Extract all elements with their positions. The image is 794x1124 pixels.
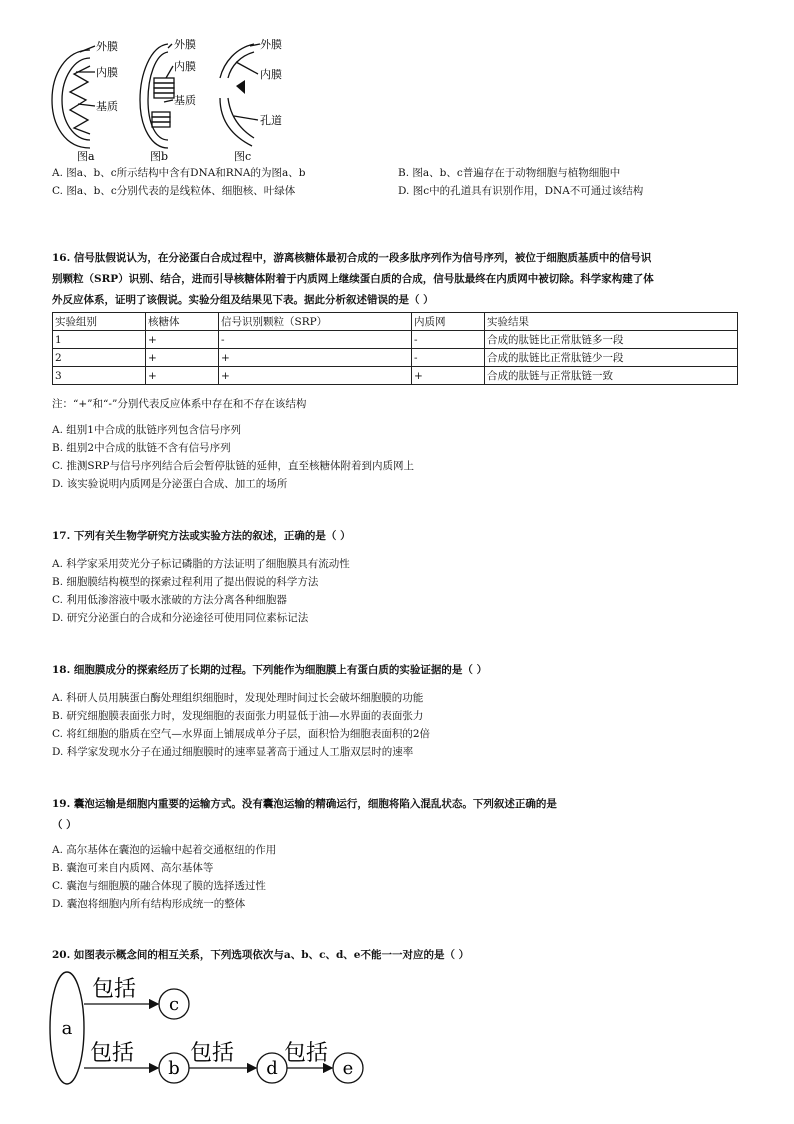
table-cell: 合成的肽链与正常肽链一致 [485,367,738,385]
q18-stem: 18. 细胞膜成分的探索经历了长期的过程。下列能作为细胞膜上有蛋白质的实验证据的是（ ） [52,664,488,676]
q19-option-d: D. 囊泡将细胞内所有结构形成统一的整体 [52,898,246,910]
q18-option-b: B. 研究细胞膜表面张力时，发现细胞的表面张力明显低于油—水界面的表面张力 [52,710,424,722]
table-cell: 1 [53,331,146,349]
q15-option-c: C. 图a、b、c分别代表的是线粒体、细胞核、叶绿体 [52,185,296,197]
fig-a-label-outer: 外膜 [96,40,118,53]
q17-option-a: A. 科学家采用荧光分子标记磷脂的方法证明了细胞膜具有流动性 [52,558,350,570]
q17-option-b: B. 细胞膜结构模型的探索过程利用了提出假说的科学方法 [52,576,319,588]
table-header-cell: 内质网 [412,313,485,331]
fig-c-label-outer: 外膜 [260,38,282,51]
q15-option-d: D. 图c中的孔道具有识别作用，DNA不可通过该结构 [398,185,644,197]
q16-stem-line-2: 别颗粒（SRP）识别、结合，进而引导核糖体附着于内质网上继续蛋白质的合成，信号肽最终在内质网中被切除。科学家构建了体 [52,273,654,285]
table-cell: 2 [53,349,146,367]
fig-b-label-inner: 内膜 [174,60,196,73]
q16-table-note: 注：“+”和“-”分别代表反应体系中存在和不存在该结构 [52,398,307,410]
table-cell: + [219,349,412,367]
table-cell: 合成的肽链比正常肽链少一段 [485,349,738,367]
table-cell: + [146,349,219,367]
q18-option-a: A. 科研人员用胰蛋白酶处理组织细胞时，发现处理时间过长会破坏细胞膜的功能 [52,692,424,704]
edge-a-c-label: 包括 [92,977,137,1002]
q15-option-a: A. 图a、b、c所示结构中含有DNA和RNA的为图a、b [52,167,306,179]
fig-a-label-matrix: 基质 [96,100,118,113]
q18-option-d: D. 科学家发现水分子在通过细胞膜时的速率显著高于通过人工脂双层时的速率 [52,746,414,758]
figure-b-chloroplast [140,44,174,148]
q19-stem-line-1: 19. 囊泡运输是细胞内重要的运输方式。没有囊泡运输的精确运行，细胞将陷入混乱状态。下列叙述正确的是 [52,798,557,810]
table-cell: - [219,331,412,349]
fig-a-label-inner: 内膜 [96,66,118,79]
node-e-label: e [342,1058,354,1079]
node-a-label: a [61,1018,73,1039]
fig-c-label-inner: 内膜 [260,68,282,81]
q16-experiment-table [52,312,738,385]
q20-stem: 20. 如图表示概念间的相互关系，下列选项依次与a、b、c、d、e不能一一对应的是（ ） [52,949,470,961]
q19-option-a: A. 高尔基体在囊泡的运输中起着交通枢纽的作用 [52,844,277,856]
organelle-figure [40,30,290,165]
figure-a-mitochondrion [52,46,95,148]
fig-c-label-pore: 孔道 [260,114,282,127]
q19-stem-line-2: （ ） [52,819,77,831]
q15-option-b: B. 图a、b、c普遍存在于动物细胞与植物细胞中 [398,167,621,179]
concept-diagram [40,968,380,1088]
table-row [53,331,738,349]
q19-stem [52,794,557,836]
fig-b-label-matrix: 基质 [174,94,196,107]
table-cell: 合成的肽链比正常肽链多一段 [485,331,738,349]
fig-c-caption: 图c [234,150,252,163]
edge-b-d-label: 包括 [190,1041,235,1066]
q16-stem-line-3: 外反应体系，证明了该假说。实验分组及结果见下表。据此分析叙述错误的是（ ） [52,294,434,306]
table-cell: + [146,331,219,349]
table-cell: + [146,367,219,385]
q16-option-c: C. 推测SRP与信号序列结合后会暂停肽链的延伸，直至核糖体附着到内质网上 [52,460,414,472]
fig-a-caption: 图a [77,150,95,163]
edge-d-e-label: 包括 [284,1041,329,1066]
fig-b-caption: 图b [150,150,169,163]
edge-a-b-label: 包括 [90,1041,135,1066]
q16-option-a: A. 组别1中合成的肽链序列包含信号序列 [52,424,241,436]
table-row [53,367,738,385]
node-c-label: c [168,994,180,1015]
table-header-cell: 信号识别颗粒（SRP） [219,313,412,331]
nuclear-pore-icon [236,80,245,94]
q16-stem-line-1: 16. 信号肽假说认为，在分泌蛋白合成过程中，游离核糖体最初合成的一段多肽序列作为信号序列，被位于细胞质基质中的信号识 [52,252,652,264]
table-header-cell: 实验组别 [53,313,146,331]
table-header-cell: 实验结果 [485,313,738,331]
q17-option-d: D. 研究分泌蛋白的合成和分泌途径可使用同位素标记法 [52,612,309,624]
table-header-cell: 核糖体 [146,313,219,331]
q18-option-c: C. 将红细胞的脂质在空气—水界面上铺展成单分子层，面积恰为细胞表面积的2倍 [52,728,431,740]
node-b-label: b [168,1058,180,1079]
table-row [53,349,738,367]
q17-option-c: C. 利用低渗溶液中吸水涨破的方法分离各种细胞器 [52,594,287,606]
q16-option-d: D. 该实验说明内质网是分泌蛋白合成、加工的场所 [52,478,288,490]
table-cell: 3 [53,367,146,385]
table-cell: - [412,349,485,367]
table-cell: + [412,367,485,385]
q16-option-b: B. 组别2中合成的肽链不含有信号序列 [52,442,231,454]
table-header-row [53,313,738,331]
q16-stem [52,248,752,311]
q17-stem: 17. 下列有关生物学研究方法或实验方法的叙述，正确的是（ ） [52,530,351,542]
fig-b-label-outer: 外膜 [174,38,196,51]
q19-option-b: B. 囊泡可来自内质网、高尔基体等 [52,862,214,874]
node-d-label: d [266,1058,278,1079]
q19-option-c: C. 囊泡与细胞膜的融合体现了膜的选择透过性 [52,880,266,892]
figure-c-nucleus [220,44,260,146]
table-cell: - [412,331,485,349]
table-cell: + [219,367,412,385]
